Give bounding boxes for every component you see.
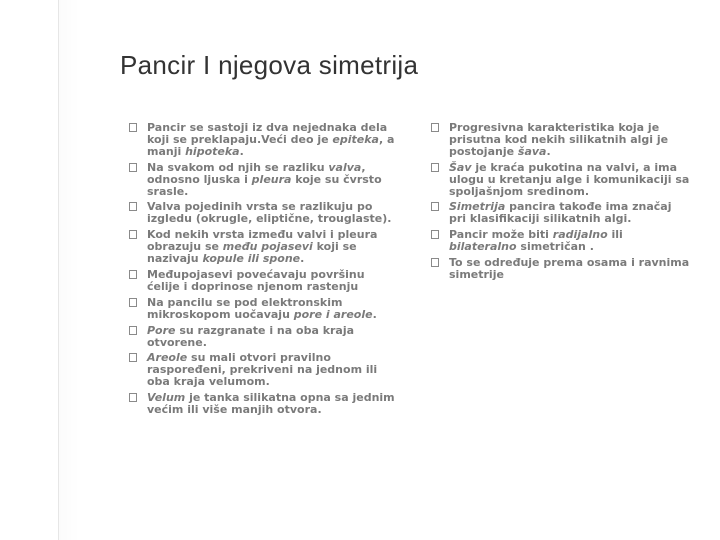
bullet-text <box>449 200 671 225</box>
bullet-item <box>128 325 400 349</box>
emphasis-term: valva <box>328 160 362 174</box>
slide-title: Pancir I njegova simetrija <box>120 50 419 80</box>
bullet-item <box>430 162 692 198</box>
text-run: . <box>546 144 551 158</box>
bullet-icon <box>431 258 439 267</box>
text-run: je tanka silikatna opna sa jednim većim ili više manjih otvora. <box>147 391 395 417</box>
emphasis-term: radijalno <box>552 228 608 242</box>
bullet-text <box>147 351 377 388</box>
emphasis-term: šava <box>517 144 547 158</box>
text-run: su razgranate i na oba kraja otvorene. <box>147 323 355 349</box>
bullet-item <box>128 229 400 265</box>
text-run: Međupojasevi povećavaju površinu ćelije i doprinose njenom rastenju <box>147 267 365 293</box>
bullet-icon <box>129 163 137 172</box>
text-run: , a manji <box>147 132 395 158</box>
emphasis-term: Areole <box>147 351 188 365</box>
emphasis-term: pleura <box>251 172 292 186</box>
bullet-text <box>147 324 354 349</box>
emphasis-term: Simetrija <box>449 200 506 214</box>
text-run: . <box>372 307 377 321</box>
bullet-item <box>128 269 400 293</box>
bullet-text <box>147 121 394 158</box>
bullet-item <box>128 392 400 416</box>
bullet-item <box>128 162 400 198</box>
emphasis-term: epiteka <box>332 132 379 146</box>
text-run: ili <box>607 228 623 242</box>
emphasis-term: među pojasevi <box>222 240 313 254</box>
bullet-icon <box>129 298 137 307</box>
text-run: . <box>239 144 244 158</box>
bullet-text <box>449 256 689 281</box>
emphasis-term: bilateralno <box>449 240 517 254</box>
bullet-text <box>147 200 391 225</box>
bullet-text <box>147 268 365 293</box>
bullet-icon <box>129 393 137 402</box>
bullet-item <box>430 257 692 281</box>
text-run: koje su čvrsto srasle. <box>147 172 382 198</box>
bullet-icon <box>129 270 137 279</box>
emphasis-term: Šav <box>449 160 472 174</box>
emphasis-term: Velum <box>147 391 186 405</box>
emphasis-term: Pore <box>147 323 176 337</box>
bullet-icon <box>431 163 439 172</box>
bullet-item <box>430 122 692 158</box>
text-run: pancira takođe ima značaj pri klasifikaciji silikatnih algi. <box>449 200 672 226</box>
bullet-text <box>147 391 395 416</box>
left-bullet-list <box>128 122 400 420</box>
text-run: Na svakom od njih se razliku <box>147 160 329 174</box>
bullet-text <box>449 228 623 253</box>
bullet-icon <box>431 230 439 239</box>
text-run: Pancir može biti <box>449 228 553 242</box>
bullet-icon <box>129 230 137 239</box>
text-run: simetričan . <box>516 240 594 254</box>
bullet-item <box>430 229 692 253</box>
text-run: Pancir se sastoji iz dva nejednaka dela koji se preklapaju.Veći deo je <box>147 121 388 146</box>
text-run: Na pancilu se pod elektronskim mikroskopom uočavaju <box>147 295 343 321</box>
text-run: koji se nazivaju <box>147 240 357 266</box>
bullet-icon <box>431 123 439 132</box>
emphasis-term: hipoteka <box>185 144 240 158</box>
bullet-icon <box>129 353 137 362</box>
bullet-text <box>147 161 382 198</box>
bullet-text <box>449 161 689 198</box>
emphasis-term: kopule ili spone <box>202 252 301 266</box>
right-bullet-list <box>430 122 692 285</box>
bullet-text <box>147 228 377 265</box>
bullet-item <box>128 201 400 225</box>
text-run: . <box>300 252 305 266</box>
bullet-item <box>128 297 400 321</box>
bullet-item <box>128 122 400 158</box>
bullet-icon <box>129 326 137 335</box>
text-run: Valva pojedinih vrsta se razlikuju po izgledu (okrugle, eliptične, trouglaste). <box>147 200 392 226</box>
bullet-item <box>128 352 400 388</box>
text-run: Kod nekih vrsta između valvi i pleura obrazuju se <box>147 228 378 254</box>
bullet-item <box>430 201 692 225</box>
bullet-text <box>147 296 377 321</box>
bullet-icon <box>129 123 137 132</box>
bullet-icon <box>129 202 137 211</box>
emphasis-term: pore i areole <box>293 307 373 321</box>
text-run: je kraća pukotina na valvi, a ima ulogu u kretanju alge i komunikaciji sa spoljašnjom sredinom. <box>449 160 690 198</box>
text-run: Progresivna karakteristika koja je prisutna kod nekih silikatnih algi je postojanje <box>449 121 669 158</box>
text-run: To se određuje prema osama i ravnima simetrije <box>449 256 690 281</box>
bullet-text <box>449 121 668 158</box>
text-run: su mali otvori pravilno raspoređeni, prekriveni na jednom ili oba kraja velumom. <box>147 351 378 389</box>
bullet-icon <box>431 202 439 211</box>
text-run: , odnosno ljuska i <box>147 160 366 186</box>
